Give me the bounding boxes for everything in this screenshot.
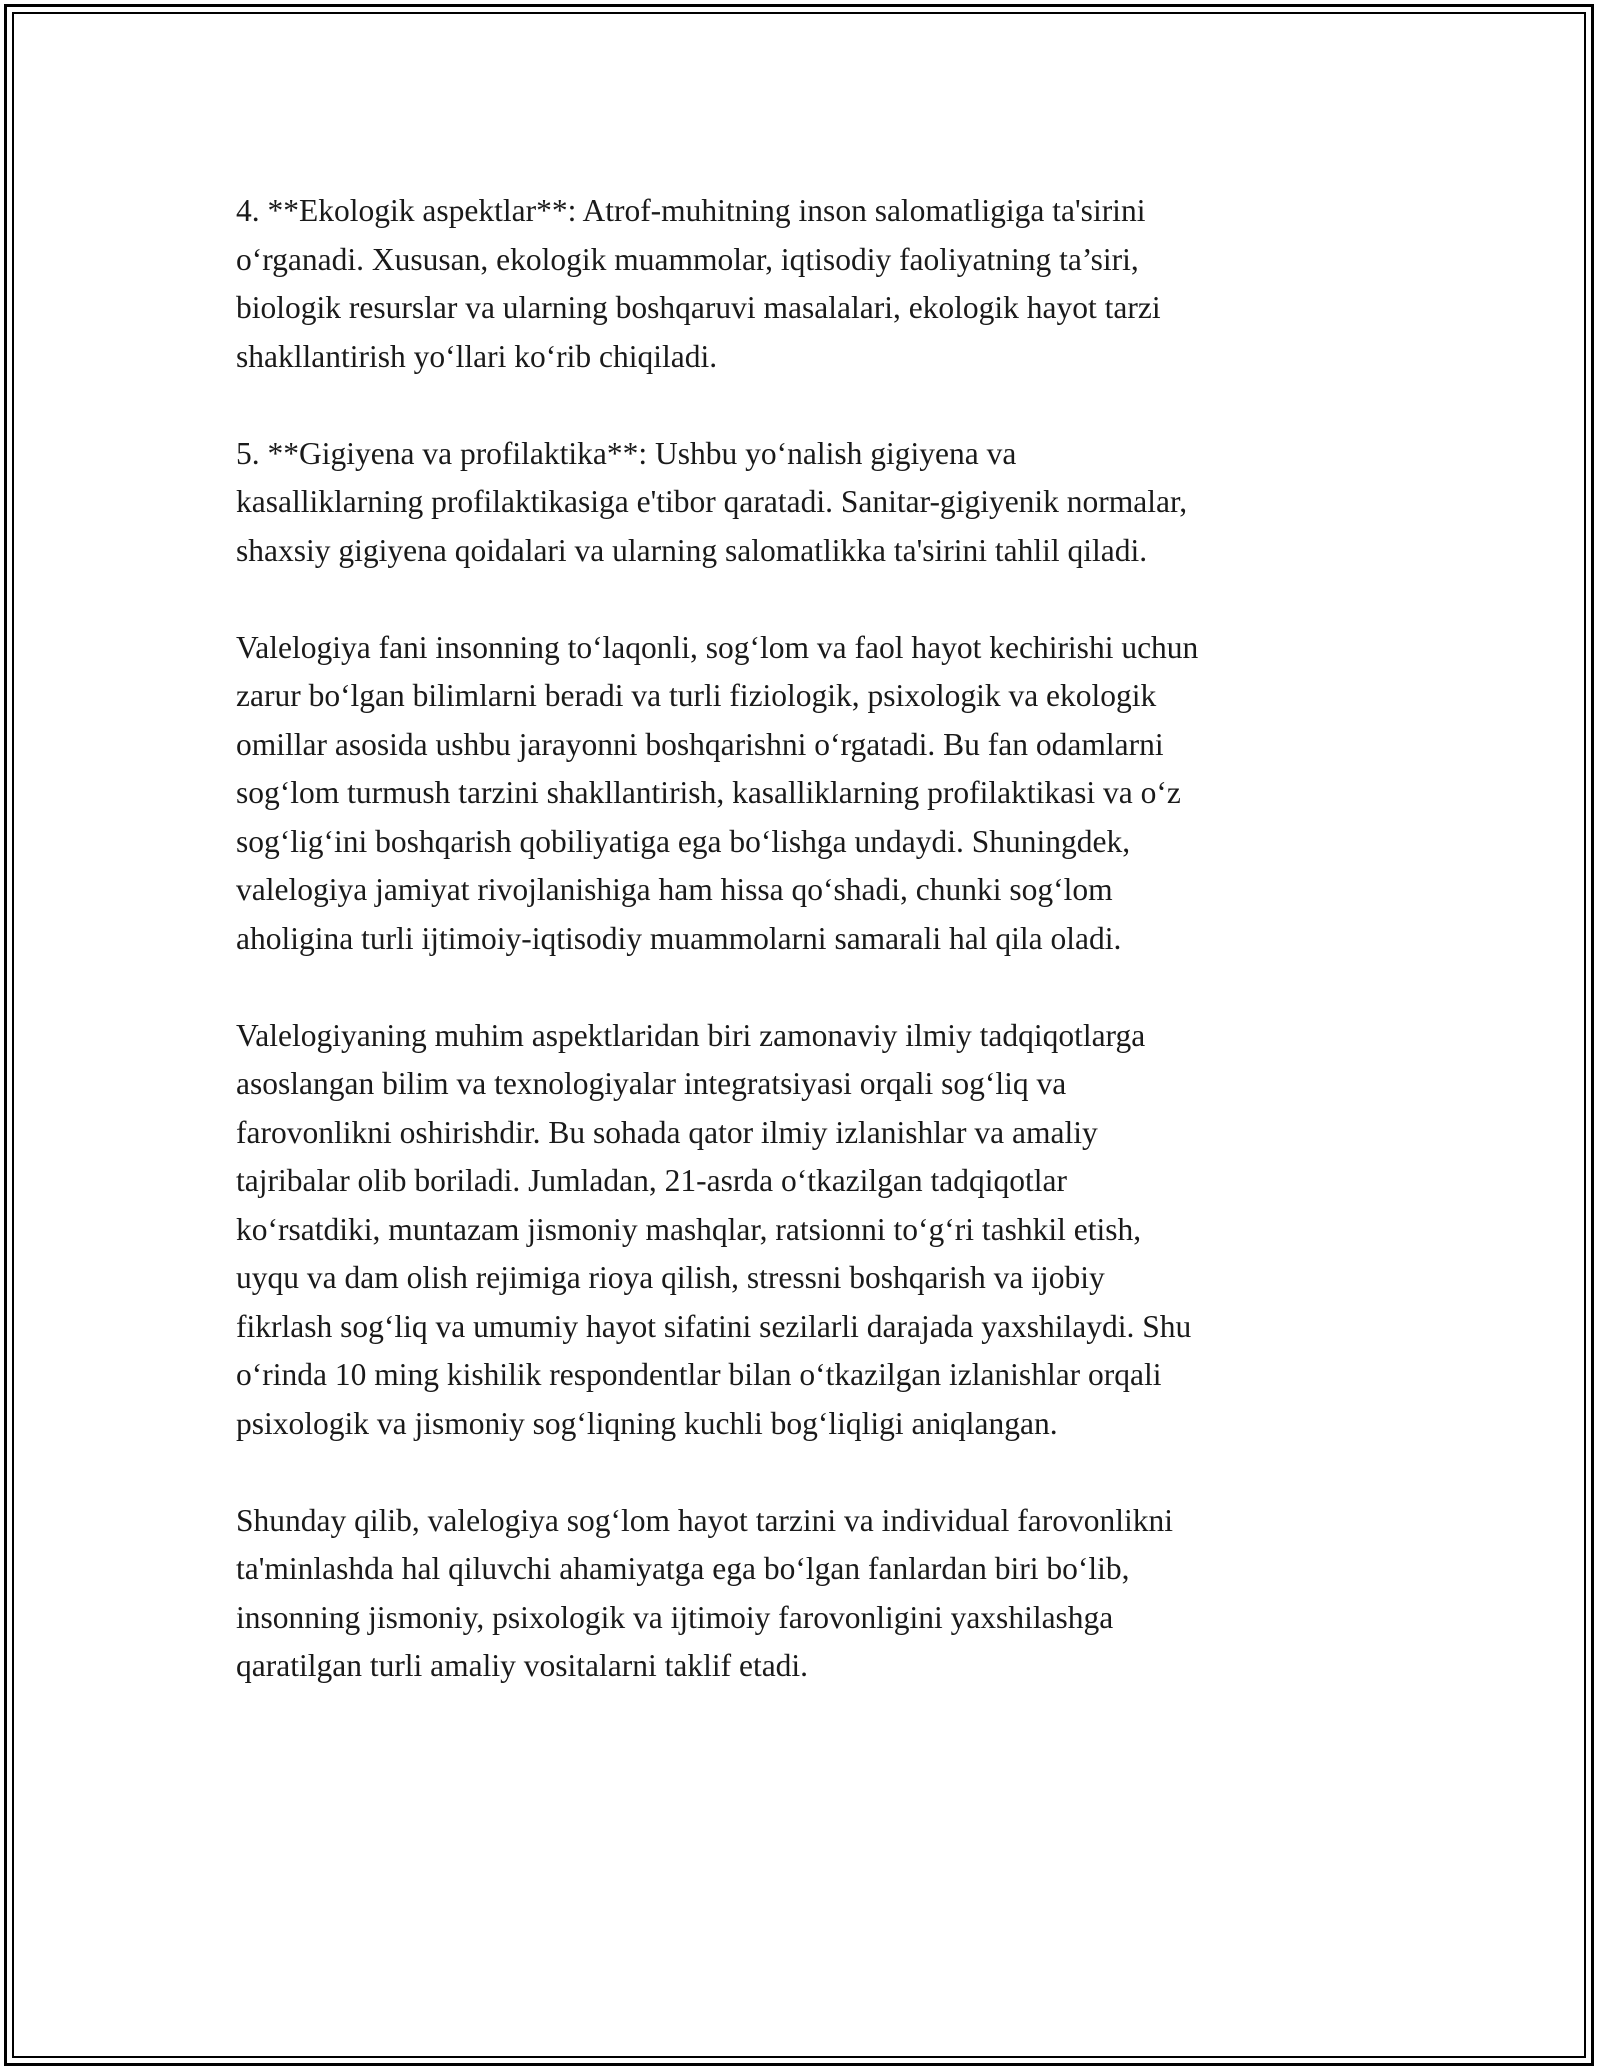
paragraph-hygiene-prophylaxis: 5. **Gigiyena va profilaktika**: Ushbu yo‘nalish gigiyena va kasalliklarning profilaktikasiga e'tibor qaratadi. Sanitar-gigiyenik normalar, shaxsiy gigiyena qoidalari va ularning salomatlikka ta'sirini tahlil qiladi. <box>236 435 1188 568</box>
paragraph-ecological-aspects: 4. **Ekologik aspektlar**: Atrof-muhitning inson salomatligiga ta'sirini o‘rganadi. Xususan, ekologik muammolar, iqtisodiy faoliyatning ta’siri, biologik resurslar va ularning boshqaruvi masalalari, ekologik hayot tarzi shakllantirish yo‘llari ko‘rib chiqiladi. <box>236 193 1161 374</box>
paragraph-conclusion: Shunday qilib, valelogiya sog‘lom hayot tarzini va individual farovonlikni ta'minlashda hal qiluvchi ahamiyatga ega bo‘lgan fanlardan biri bo‘lib, insonning jismoniy, psixologik va ijtimoiy farovonligini yaxshilashga qaratilgan turli amaliy vositalarni taklif etadi. <box>236 1502 1173 1683</box>
paragraph-research-aspects: Valelogiyaning muhim aspektlaridan biri zamonaviy ilmiy tadqiqotlarga asoslangan bilim va texnologiyalar integratsiyasi orqali sog‘liq va farovonlikni oshirishdir. Bu sohada qator ilmiy izlanishlar va amaliy tajribalar olib boriladi. Jumladan, 21-asrda o‘tkazilgan tadqiqotlar ko‘rsatdiki, muntazam jismoniy mashqlar, ratsionni to‘g‘ri tashkil etish, uyqu va dam olish rejimiga rioya qilish, stressni boshqarish va ijobiy fikrlash sog‘liq va umumiy hayot sifatini sezilarli darajada yaxshilaydi. Shu o‘rinda 10 ming kishilik respondentlar bilan o‘tkazilgan izlanishlar orqali psixologik va jismoniy sog‘liqning kuchli bog‘liqligi aniqlangan. <box>236 1017 1192 1441</box>
paragraph-valeology-overview: Valelogiya fani insonning to‘laqonli, sog‘lom va faol hayot kechirishi uchun zarur bo‘lgan bilimlarni beradi va turli fiziologik, psixologik va ekologik omillar asosida ushbu jarayonni boshqarishni o‘rgatadi. Bu fan odamlarni sog‘lom turmush tarzini shakllantirish, kasalliklarning profilaktikasi va o‘z sog‘lig‘ini boshqarish qobiliyatiga ega bo‘lishga undaydi. Shuningdek, valelogiya jamiyat rivojlanishiga ham hissa qo‘shadi, chunki sog‘lom aholigina turli ijtimoiy-iqtisodiy muammolarni samarali hal qila oladi. <box>236 629 1199 956</box>
document-body <box>236 187 1366 1739</box>
